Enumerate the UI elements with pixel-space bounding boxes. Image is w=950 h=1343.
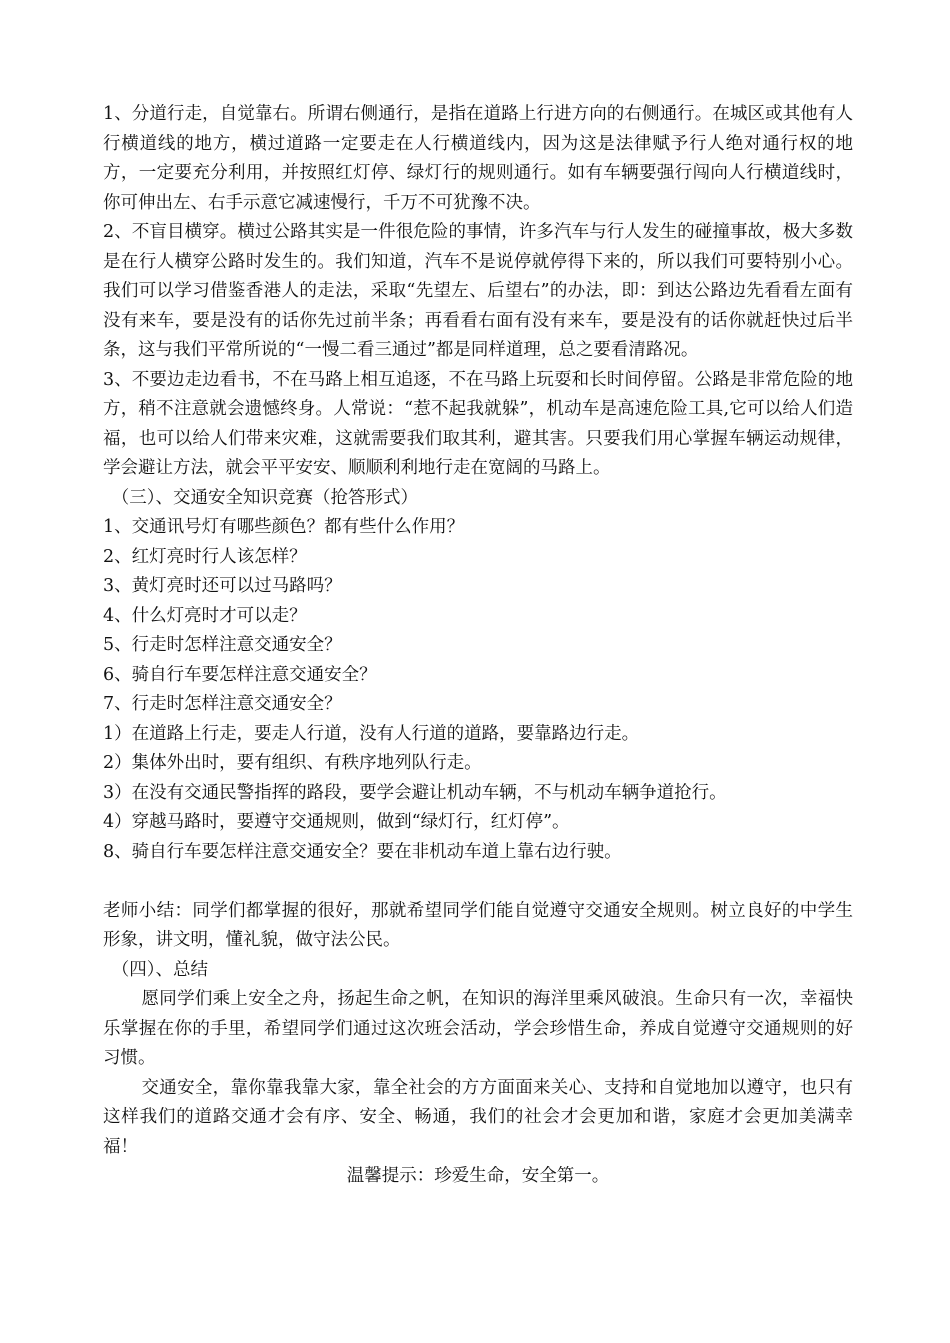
teacher-summary: 老师小结：同学们都掌握的很好，那就希望同学们能自觉遵守交通安全规则。树立良好的中学生形象，讲文明，懂礼貌，做守法公民。 (103, 900, 853, 950)
quiz-item: 6、骑自行车要怎样注意交通安全？ (103, 664, 377, 685)
quiz-answer: 4）穿越马路时，要遵守交通规则，做到“绿灯行，红灯停”。 (103, 812, 570, 832)
quiz-item: 2、红灯亮时行人该怎样？ (103, 546, 307, 567)
tip-paragraph-3: 3、不要边走边看书，不在马路上相互追逐，不在马路上玩耍和长时间停留。公路是非常危险的地方，稍不注意就会遗憾终身。人常说：“惹不起我就躲”，机动车是高速危险工具,它可以给人们造福，也可以给人们带来灾难，这就需要我们取其利，避其害。只要我们用心掌握车辆运动规律，学会避让方法，就会平平安安、顺顺利利地行走在宽阔的马路上。 (103, 369, 853, 478)
closing-reminder: 温馨提示：珍爱生命，安全第一。 (346, 1166, 610, 1186)
quiz-item: 3、黄灯亮时还可以过马路吗？ (103, 576, 342, 596)
summary-paragraph-2: 交通安全，靠你靠我靠大家，靠全社会的方方面面来关心、支持和自觉地加以遵守，也只有这样我们的道路交通才会有序、安全、畅通，我们的社会才会更加和谐，家庭才会更加美满幸福！ (103, 1077, 853, 1157)
quiz-item: 4、什么灯亮时才可以走？ (103, 605, 307, 626)
quiz-answer: 2）集体外出时，要有组织、有秩序地列队行走。 (103, 753, 482, 773)
quiz-item: 7、行走时怎样注意交通安全？ (103, 694, 342, 714)
quiz-heading: （三）、交通安全知识竞赛（抢答形式） (111, 487, 418, 508)
tip-paragraph-1: 1、分道行走，自觉靠右。所谓右侧通行，是指在道路上行进方向的右侧通行。在城区或其他有人行横道线的地方，横过道路一定要走在人行横道线内，因为这是法律赋予行人绝对通行权的地方，一定要充分利用，并按照红灯停、绿灯行的规则通行。如有车辆要强行闯向人行横道线时，你可伸出左、右手示意它减速慢行，千万不可犹豫不决。 (103, 104, 853, 213)
quiz-item: 1、交通讯号灯有哪些颜色？都有些什么作用？ (103, 517, 465, 537)
summary-heading: （四）、总结 (111, 959, 208, 980)
summary-paragraph-1: 愿同学们乘上安全之舟，扬起生命之帆，在知识的海洋里乘风破浪。生命只有一次，幸福快乐掌握在你的手里，希望同学们通过这次班会活动，学会珍惜生命，养成自觉遵守交通规则的好习惯。 (103, 989, 853, 1068)
blank-line (103, 867, 853, 897)
tip-paragraph-2: 2、不盲目横穿。横过公路其实是一件很危险的事情，许多汽车与行人发生的碰撞事故，极大多数是在行人横穿公路时发生的。我们知道，汽车不是说停就停得下来的，所以我们可要特别小心。我们可以学习借鉴香港人的走法，采取“先望左、后望右”的办法，即：到达公路边先看看左面有没有来车，要是没有的话你先过前半条；再看看右面有没有来车，要是没有的话你就赶快过后半条，这与我们平常所说的“一慢二看三通过”都是同样道理，总之要看清路况。 (103, 222, 853, 360)
document-page (103, 100, 853, 1192)
quiz-answer: 1）在道路上行走，要走人行道，没有人行道的道路，要靠路边行走。 (103, 723, 640, 744)
quiz-answer: 3）在没有交通民警指挥的路段，要学会避让机动车辆，不与机动车辆争道抢行。 (103, 782, 727, 803)
quiz-item: 8、骑自行车要怎样注意交通安全？要在非机动车道上靠右边行驶。 (103, 841, 622, 862)
quiz-item: 5、行走时怎样注意交通安全？ (103, 635, 342, 655)
